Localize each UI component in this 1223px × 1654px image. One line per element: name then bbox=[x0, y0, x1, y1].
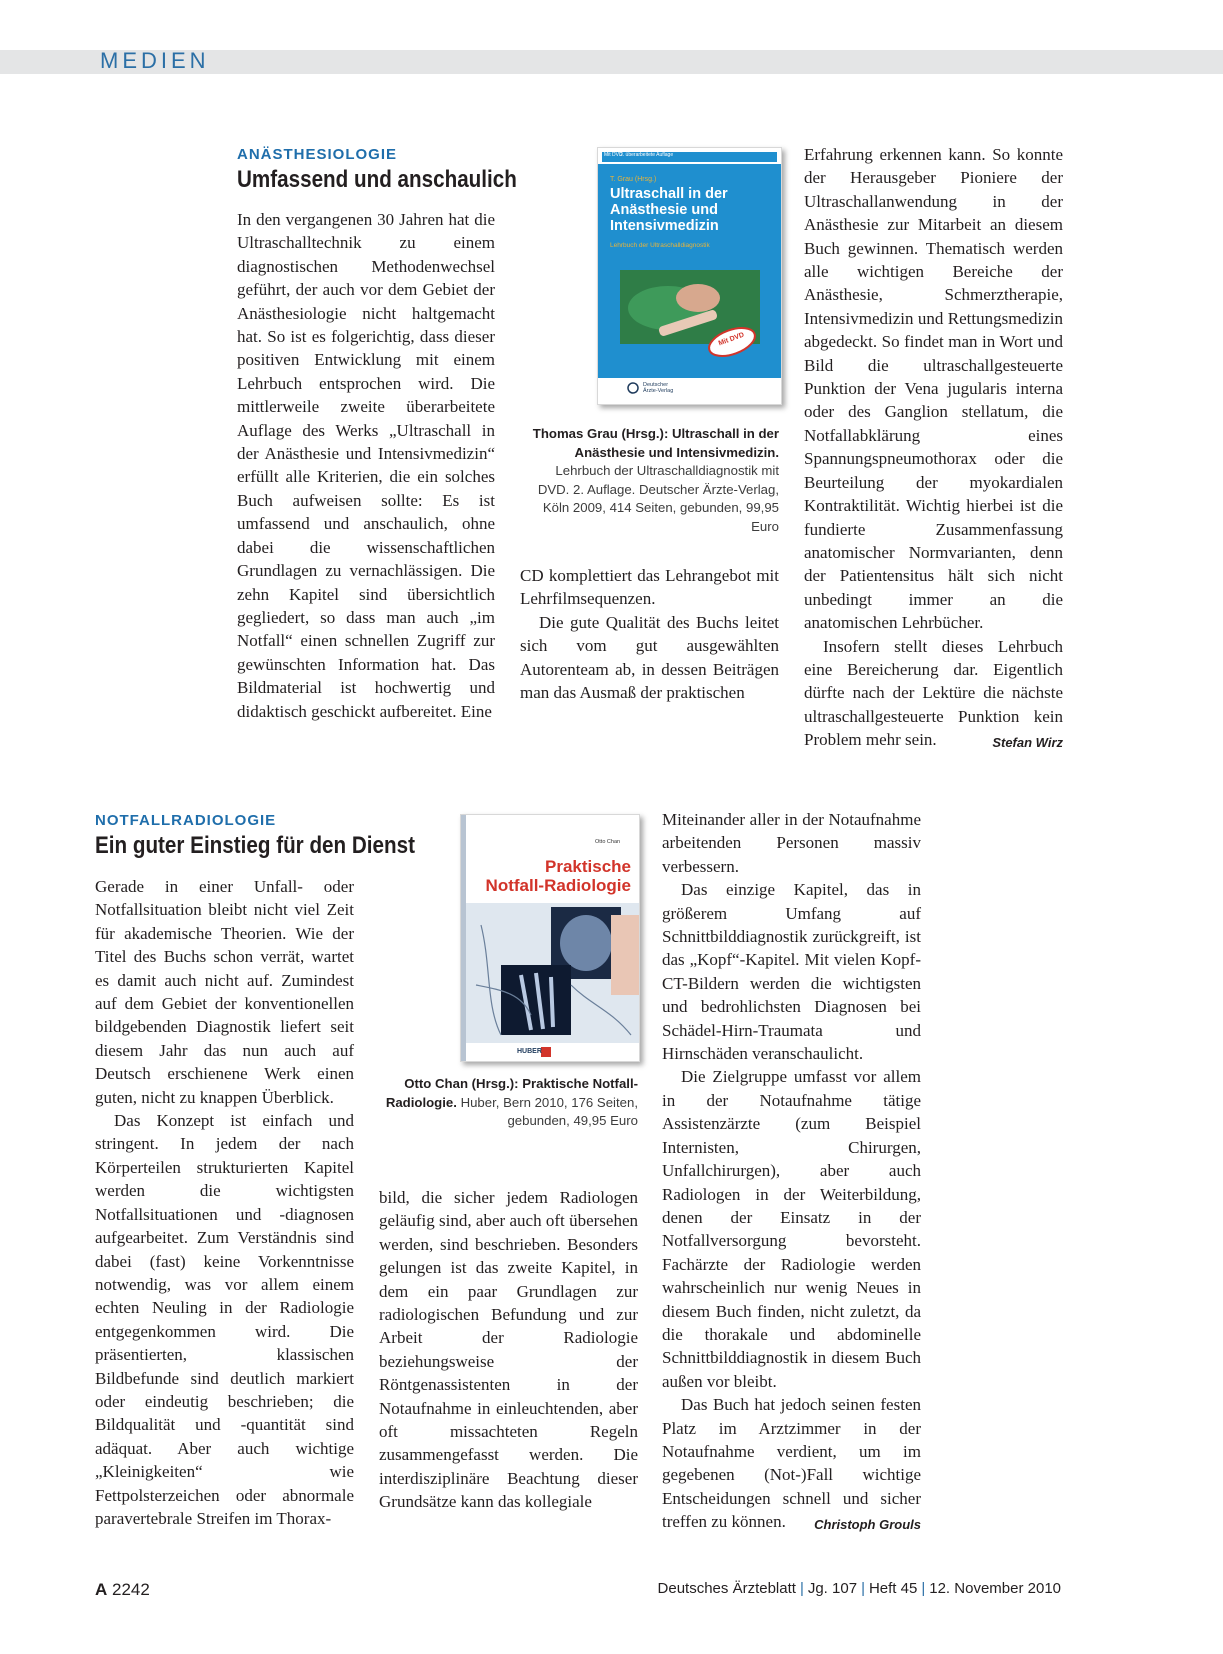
section-label: MEDIEN bbox=[100, 48, 210, 73]
cover2-title-line2: Notfall-Radiologie bbox=[485, 876, 631, 895]
cover2-publisher: HUBER bbox=[517, 1048, 542, 1055]
review2-column-2 bbox=[379, 1186, 638, 1514]
review2-caption-title: Otto Chan (Hrsg.): Praktische Notfall-Radiologie. bbox=[385, 1076, 638, 1110]
review2-col3-p3: Die Zielgruppe umfasst vor allem in der Notaufnahme tätige Assistenzärzte (zum Beispiel Internisten, Chirurgen, Unfallchirurgen), aber auch Radiologen in der Weiterbildung, denen der Einsatz in der Notfallversorgung bevorsteht. Fachärzte der Radiologie werden wahrscheinlich nur wenig Neues in diesem Buch finden, nicht zuletzt, da die thorakale und abdominelle Schnittbilddiagnostik in diesem Buch außen vor bleibt. bbox=[662, 1067, 921, 1391]
review2-col3-p4-text: Das Buch hat jedoch seinen festen Platz im Arztzimmer in der Notaufnahme verdient, um im gegebenen (Not-)Fall wichtige Entscheidungen schnell und sicher treffen zu können. bbox=[662, 1395, 921, 1532]
book-cover-notfall-radiologie bbox=[460, 814, 640, 1062]
cover1-title-line2: Anästhesie und bbox=[610, 202, 718, 218]
book-cover-notfall-radiologie-art bbox=[461, 815, 639, 1061]
review1-caption-details: Lehrbuch der Ultraschalldiagnostik mit DVD. 2. Auflage. Deutscher Ärzte-Verlag, Köln 2009, 414 Seiten, gebunden, 99,95 Euro bbox=[537, 463, 779, 534]
review2-col1-p2: Das Konzept ist einfach und stringent. In jedem der nach Körperteilen strukturierten Kapitel werden die wichtigsten Notfallsituationen und -diagnosen aufgearbeitet. Zum Verständnis sind dabei (fast) keine Vorkenntnisse notwendig, was vor allem einem echten Neuling in der Radiologie entgegenkommen wird. Die präsentierten, klassischen Bildbefunde sind deutlich markiert oder eindeutig beschrieben; die Bildqualität und -quantität sind adäquat. Aber auch wichtige „Kleinigkeiten“ wie Fettpolsterzeichen oder abnormale paravertebrale Streifen im Thorax- bbox=[95, 1111, 354, 1528]
review1-title: Umfassend und anschaulich bbox=[237, 166, 517, 193]
review2-col1-p1: Gerade in einer Unfall- oder Notfallsituation bleibt nicht viel Zeit für akademische Theorien. Wie der Titel des Buchs schon verrät, wartet es damit auch nicht auf. Zumindest auf dem Gebiet der konventionellen bildgebenden Diagnostik liefert seit diesem Jahr das nun auch auf Deutsch erschienene Werk einen guten, nicht zu knappen Überblick. bbox=[95, 877, 354, 1107]
review1-column-3 bbox=[804, 143, 1063, 755]
journal-name: Deutsches Ärzteblatt bbox=[657, 1580, 796, 1597]
review2-caption bbox=[385, 1075, 638, 1131]
review2-col3-p2: Das einzige Kapitel, das in größerem Umfang auf Schnittbilddiagnostik zurückgreift, ist das „Kopf“-Kapitel. Mit vielen Kopf-CT-Bildern werden die wichtigsten und bedrohlichsten Diagnosen bei Schädel-Hirn-Traumata und Hirnschäden veranschaulicht. bbox=[662, 880, 921, 1064]
review2-column-3 bbox=[662, 808, 921, 1537]
review1-author: Stefan Wirz bbox=[992, 735, 1063, 751]
cover2-title bbox=[486, 857, 631, 895]
review2-col2-text: bild, die sicher jedem Radiologen geläufig sind, aber auch oft übersehen werden, sind beschrieben. Besonders gelungen ist das zweite Kapitel, in dem ein paar Grundlagen zur radiologischen Befundung und zur Arbeit der Radiologie beziehungsweise der Röntgenassistenten in der Notaufnahme in einleuchtenden, aber oft missachteten Regeln zusammengefasst werden. Die interdisziplinäre Beachtung dieser Grundsätze kann das kollegiale bbox=[379, 1188, 638, 1512]
review2-col3-p4 bbox=[662, 1393, 921, 1533]
review1-col3-p1: Erfahrung erkennen kann. So konnte der Herausgeber Pioniere der Ultraschallanwendung in der Anästhesie zur Mitarbeit an diesem Buch gewinnen. Thematisch werden alle wichtigen Bereiche der Anästhesie, Schmerztherapie, Intensivmedizin und Rettungsmedizin abgedeckt. So findet man in Wort und Bild die ultraschallgesteuerte Punktion der Vena jugularis interna oder des Ganglion stellatum, die Notfallabklärung eines Spannungspneumothorax oder die Beurteilung der myokardialen Kontraktilität. Wichtig hierbei ist die fundierte Zusammenfassung anatomischer Normvarianten, denn der Patientensitus hält sich nicht unbedingt immer an die anatomischen Lehrbücher. bbox=[804, 145, 1063, 633]
review1-caption-title: Thomas Grau (Hrsg.): Ultraschall in der Anästhesie und Intensivmedizin. bbox=[532, 426, 779, 460]
cover1-subtitle: Lehrbuch der Ultraschalldiagnostik bbox=[610, 242, 710, 249]
review1-caption bbox=[525, 425, 779, 536]
review2-title: Ein guter Einstieg für den Dienst bbox=[95, 832, 415, 859]
review2-col3-p1: Miteinander aller in der Notaufnahme arbeitenden Personen massiv verbessern. bbox=[662, 810, 921, 876]
review1-col2-p2: Die gute Qualität des Buchs leitet sich vom gut ausgewählten Autorenteam ab, in dessen Beiträgen man das Ausmaß der praktischen bbox=[520, 612, 779, 703]
book-cover-ultraschall bbox=[597, 147, 782, 405]
cover1-publisher bbox=[643, 382, 673, 394]
review1-col1-text: In den vergangenen 30 Jahren hat die Ultraschalltechnik zu einem diagnostischen Methodenwechsel geführt, der auch vor dem Gebiet der Anästhesiologie nicht haltgemacht hat. So ist es folgerichtig, dass dieser positiven Entwicklung mit einem Lehrbuch entsprochen wird. Die mittlerweile zweite überarbeitete Auflage des Werks „Ultraschall in der Anästhesie und Intensivmedizin“ erfüllt alle Kriterien, die ein solches Buch aufweisen sollte: Es ist umfassend und anschaulich, ohne dabei die wissenschaftlichen Grundlagen zu vernachlässigen. Die zehn Kapitel sind übersichtlich gegliedert, so dass man auch „im Notfall“ einen schnellen Zugriff zur gewünschten Information hat. Das Bildmaterial ist hochwertig und didaktisch geschickt aufbereitet. Eine bbox=[237, 210, 495, 721]
review1-col2-p1: CD komplettiert das Lehrangebot mit Lehrfilmsequenzen. bbox=[520, 566, 779, 609]
review1-kicker: ANÄSTHESIOLOGIE bbox=[237, 146, 398, 163]
review2-kicker: NOTFALLRADIOLOGIE bbox=[95, 812, 277, 829]
cover1-title-line3: Intensivmedizin bbox=[610, 218, 719, 234]
page-number bbox=[95, 1580, 150, 1600]
journal-issue: Heft 45 bbox=[868, 1580, 918, 1597]
journal-footer: Deutsches Ärzteblatt | Jg. 107 | Heft 45 | 12. November 2010 bbox=[657, 1580, 1061, 1597]
cover1-dvd-tag: Mit DVD bbox=[604, 152, 623, 158]
cover1-publisher-line1: Deutscher bbox=[643, 382, 669, 388]
page-prefix: A bbox=[95, 1580, 108, 1599]
cover2-editor: Otto Chan bbox=[595, 839, 621, 845]
cover1-editor: T. Grau (Hrsg.) bbox=[610, 176, 657, 183]
review2-author: Christoph Grouls bbox=[814, 1517, 921, 1533]
review1-col3-p2 bbox=[804, 635, 1063, 752]
review2-column-1 bbox=[95, 875, 354, 1530]
review2-caption-details: Huber, Bern 2010, 176 Seiten, gebunden, 49,95 Euro bbox=[460, 1094, 638, 1128]
review1-column-2 bbox=[520, 564, 779, 704]
review1-column-1 bbox=[237, 208, 495, 723]
cover1-sticker: Mit DVD bbox=[717, 331, 746, 348]
cover2-title-line1: Praktische bbox=[545, 857, 631, 876]
cover1-edition: 2. überarbeitete Auflage bbox=[620, 152, 674, 158]
cover1-title bbox=[610, 186, 728, 234]
journal-date: 12. November 2010 bbox=[929, 1580, 1061, 1597]
review1-col3-p2-text: Insofern stellt dieses Lehrbuch eine Bereicherung dar. Eigentlich dürfte nach der Lektüre die nächste ultraschallgesteuerte Punktion kein Problem mehr sein. bbox=[804, 636, 1063, 750]
cover1-publisher-line2: Ärzte-Verlag bbox=[643, 388, 674, 394]
cover1-title-line1: Ultraschall in der bbox=[610, 186, 728, 202]
journal-volume: Jg. 107 bbox=[807, 1580, 858, 1597]
page-number-value: 2242 bbox=[112, 1580, 150, 1599]
